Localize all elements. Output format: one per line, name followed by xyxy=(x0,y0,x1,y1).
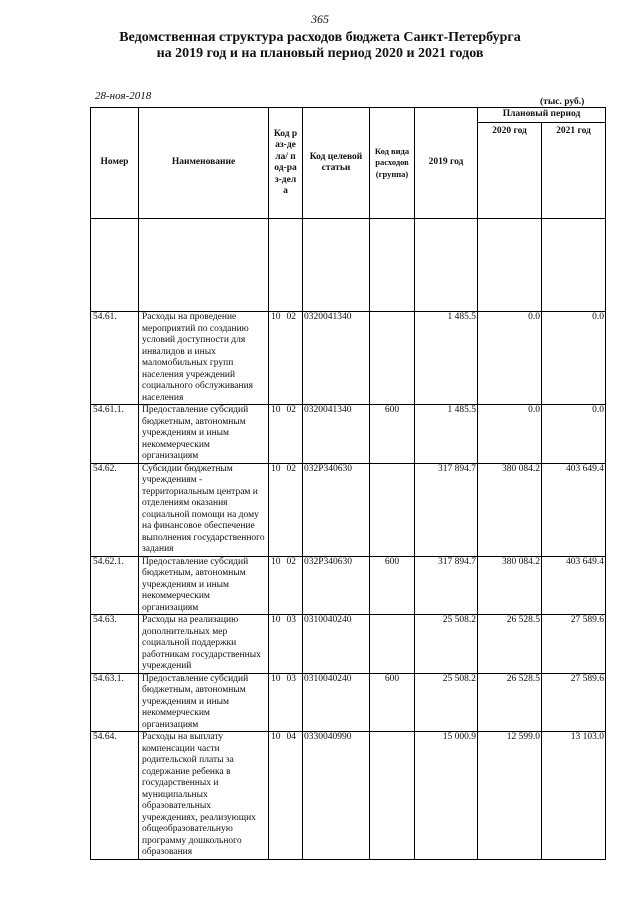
row-amount-2021: 0.0 xyxy=(542,312,606,405)
row-article-code: 0310040240 xyxy=(303,673,370,732)
table-row xyxy=(91,463,606,556)
row-amount-2020: 380 084.2 xyxy=(478,463,542,556)
row-article-code: 032Р340630 xyxy=(303,556,370,615)
row-kind-code xyxy=(370,312,415,405)
row-number: 54.61.1. xyxy=(91,405,139,464)
row-number: 54.63.1. xyxy=(91,673,139,732)
row-amount-2020: 0.0 xyxy=(478,405,542,464)
table-row xyxy=(91,673,606,732)
row-section-code xyxy=(269,405,303,464)
header-number: Номер xyxy=(91,108,139,219)
spacer-row xyxy=(91,219,606,312)
header-kind: Код вида расходов (группа) xyxy=(370,108,415,219)
table-row xyxy=(91,732,606,860)
title-line-2: на 2019 год и на плановый период 2020 и 2021 годов xyxy=(156,46,484,61)
header-2021: 2021 год xyxy=(542,123,606,219)
row-amount-2021: 403 649.4 xyxy=(542,556,606,615)
row-number: 54.62. xyxy=(91,463,139,556)
row-amount-2020: 12 599.0 xyxy=(478,732,542,860)
row-amount-2019: 15 000.9 xyxy=(415,732,478,860)
row-amount-2019: 25 508.2 xyxy=(415,673,478,732)
row-name: Расходы на реализацию дополнительных мер социальной поддержки работникам государственных учреждений xyxy=(139,615,269,674)
row-subsection: 03 xyxy=(286,673,296,684)
row-amount-2021: 403 649.4 xyxy=(542,463,606,556)
row-section-code xyxy=(269,312,303,405)
document-title xyxy=(0,30,640,62)
row-amount-2020: 380 084.2 xyxy=(478,556,542,615)
row-number: 54.63. xyxy=(91,615,139,674)
row-kind-code xyxy=(370,615,415,674)
row-amount-2020: 26 528.5 xyxy=(478,673,542,732)
row-number: 54.62.1. xyxy=(91,556,139,615)
row-amount-2020: 26 528.5 xyxy=(478,615,542,674)
table-row xyxy=(91,312,606,405)
header-name: Наименование xyxy=(139,108,269,219)
header-article: Код целевой статьи xyxy=(303,108,370,219)
row-kind-code: 600 xyxy=(370,405,415,464)
row-section: 10 xyxy=(271,312,281,322)
row-amount-2020: 0.0 xyxy=(478,312,542,405)
row-amount-2019: 317 894.7 xyxy=(415,556,478,615)
row-section-code xyxy=(269,732,303,860)
row-section: 10 xyxy=(271,673,281,684)
header-planned-period: Плановый период xyxy=(478,108,606,123)
table-row xyxy=(91,615,606,674)
row-amount-2021: 27 589.6 xyxy=(542,615,606,674)
table-row xyxy=(91,405,606,464)
row-section-code xyxy=(269,556,303,615)
row-number: 54.64. xyxy=(91,732,139,860)
row-name: Предоставление субсидий бюджетным, автономным учреждениям и иным некоммерческим организациям xyxy=(139,673,269,732)
row-article-code: 0310040240 xyxy=(303,615,370,674)
header-section: Код раз-дела/ под-раз-дела xyxy=(269,108,303,219)
document-date: 28-ноя-2018 xyxy=(95,90,152,102)
row-name: Субсидии бюджетным учреждениям - территориальным центрам и отделениям оказания социальной помощи на дому на финансовое обеспечение выполнения государственного задания xyxy=(139,463,269,556)
page-number: 365 xyxy=(311,12,329,26)
row-amount-2021: 13 103.0 xyxy=(542,732,606,860)
row-section: 10 xyxy=(271,463,281,474)
row-name: Расходы на проведение мероприятий по созданию условий доступности для инвалидов и иных маломобильных групп населения учреждений социального обслуживания населения xyxy=(139,312,269,405)
row-subsection: 02 xyxy=(286,405,296,415)
row-section-code xyxy=(269,615,303,674)
row-section-code xyxy=(269,463,303,556)
row-subsection: 02 xyxy=(286,463,296,474)
row-article-code: 0320041340 xyxy=(303,312,370,405)
row-kind-code: 600 xyxy=(370,673,415,732)
row-subsection: 03 xyxy=(286,615,296,625)
budget-table xyxy=(90,107,606,860)
row-amount-2019: 317 894.7 xyxy=(415,463,478,556)
row-kind-code: 600 xyxy=(370,556,415,615)
row-kind-code xyxy=(370,732,415,860)
row-section: 10 xyxy=(271,615,281,625)
title-line-1: Ведомственная структура расходов бюджета Санкт-Петербурга xyxy=(119,30,521,45)
row-section-code xyxy=(269,673,303,732)
row-kind-code xyxy=(370,463,415,556)
row-article-code: 032Р340630 xyxy=(303,463,370,556)
row-name: Предоставление субсидий бюджетным, автономным учреждениям и иным некоммерческим организациям xyxy=(139,556,269,615)
table-row xyxy=(91,556,606,615)
row-amount-2019: 25 508.2 xyxy=(415,615,478,674)
row-amount-2021: 27 589.6 xyxy=(542,673,606,732)
row-section: 10 xyxy=(271,405,281,415)
row-subsection: 02 xyxy=(286,312,296,322)
row-subsection: 04 xyxy=(286,732,296,742)
units-label: (тыс. руб.) xyxy=(540,97,585,107)
row-article-code: 0320041340 xyxy=(303,405,370,464)
header-2020: 2020 год xyxy=(478,123,542,219)
row-number: 54.61. xyxy=(91,312,139,405)
row-section: 10 xyxy=(271,732,281,742)
row-name: Предоставление субсидий бюджетным, автономным учреждениям и иным некоммерческим организациям xyxy=(139,405,269,464)
row-section: 10 xyxy=(271,556,281,567)
row-amount-2021: 0.0 xyxy=(542,405,606,464)
row-amount-2019: 1 485.5 xyxy=(415,312,478,405)
row-subsection: 02 xyxy=(286,556,296,567)
row-name: Расходы на выплату компенсации части родительской платы за содержание ребенка в государственных и муниципальных образовательных учреждениях, реализующих общеобразовательную программу дошкольного образования xyxy=(139,732,269,860)
header-2019: 2019 год xyxy=(415,108,478,219)
row-article-code: 0330040990 xyxy=(303,732,370,860)
row-amount-2019: 1 485.5 xyxy=(415,405,478,464)
